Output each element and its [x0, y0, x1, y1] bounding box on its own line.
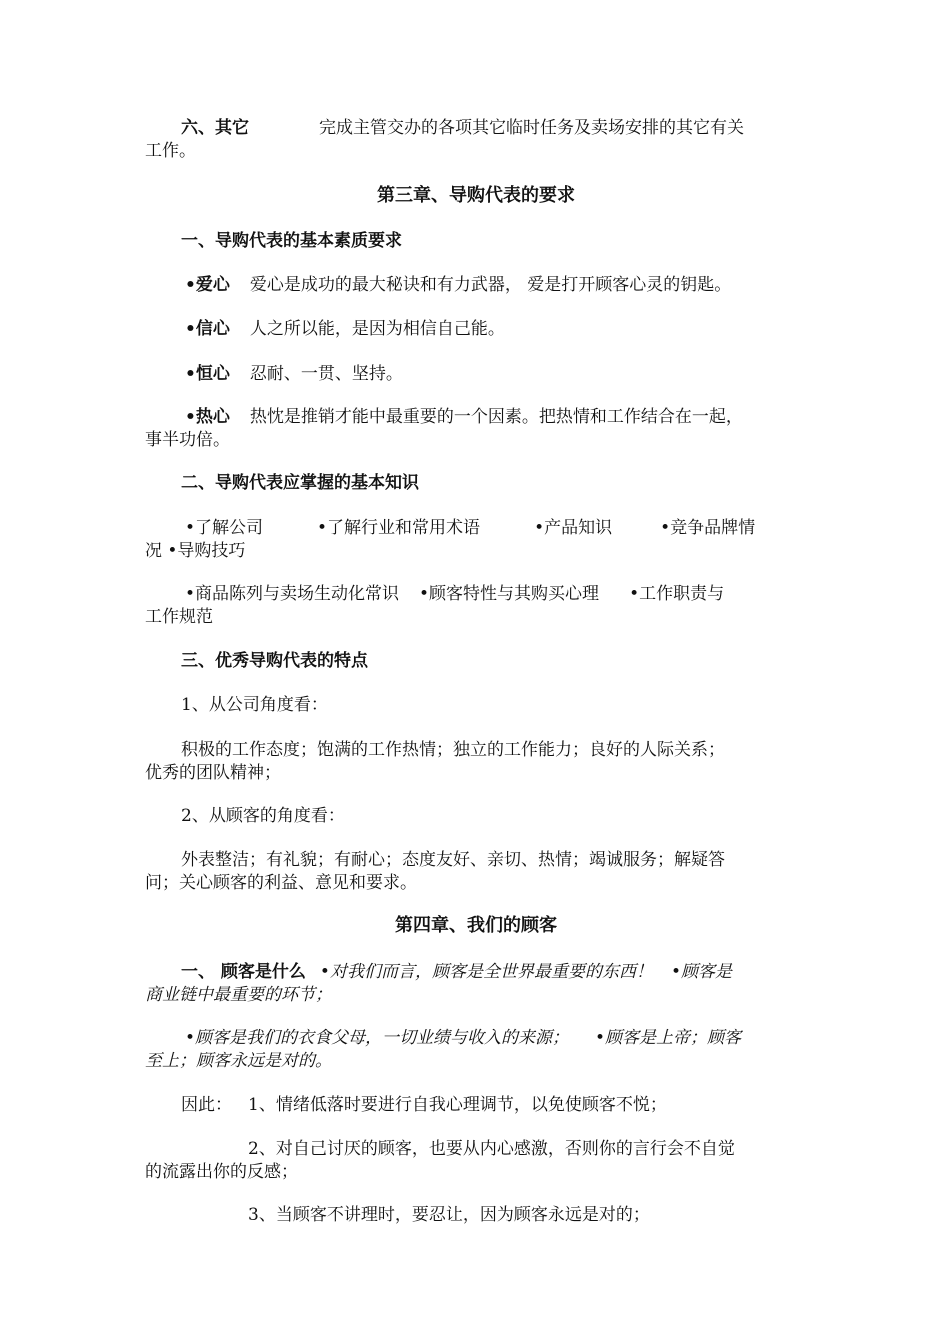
- customer-what-line2: [145, 1027, 807, 1050]
- quality-text: 热忱是推销才能中最重要的一个因素。把热情和工作结合在一起，: [249, 407, 743, 427]
- sec6-cont: 工作。: [145, 141, 196, 161]
- bullet: •: [185, 319, 196, 339]
- customer-bullet: •顾客是我们的衣食父母，一切业绩与收入的来源；: [185, 1028, 570, 1048]
- trait-company-cont: 优秀的团队精神；: [145, 763, 281, 783]
- ch3-s2-title: 二、导购代表应掌握的基本知识: [181, 473, 419, 493]
- knowledge-item: •工作职责与: [629, 584, 725, 604]
- sec6-paragraph: [145, 117, 807, 140]
- therefore-label: 因此：: [181, 1095, 232, 1115]
- bullet: •: [185, 364, 196, 384]
- therefore-rule2: 2、对自己讨厌的顾客，也要从内心感激，否则你的言行会不自觉: [248, 1139, 735, 1159]
- knowledge-line2: [145, 583, 807, 606]
- knowledge-line1-cont: 况 •导购技巧: [145, 541, 246, 561]
- ch3-s3-title: 三、优秀导购代表的特点: [181, 651, 368, 671]
- quality-label: 恒心: [195, 364, 230, 384]
- quality-text: 忍耐、一贯、坚持。: [249, 364, 403, 384]
- quality-enthusiasm-cont: 事半功倍。: [145, 430, 230, 450]
- trait-company-text: 积极的工作态度；饱满的工作热情；独立的工作能力；良好的人际关系；: [181, 740, 725, 760]
- quality-label: 爱心: [195, 275, 230, 295]
- sec6-text: 完成主管交办的各项其它临时任务及卖场安排的其它有关: [319, 118, 744, 138]
- knowledge-line2-cont: 工作规范: [145, 607, 213, 627]
- bullet: •: [185, 275, 196, 295]
- customer-what-cont: 商业链中最重要的环节；: [145, 985, 332, 1005]
- customer-bullet: •顾客是上帝；顾客: [595, 1028, 742, 1048]
- quality-label: 热心: [195, 407, 230, 427]
- customer-what-line1: [145, 961, 807, 984]
- trait-customer-title: 2、从顾客的角度看：: [181, 806, 345, 826]
- knowledge-line1: [145, 517, 807, 540]
- therefore-rule2-cont: 的流露出你的反感；: [145, 1162, 298, 1182]
- therefore-rule1: [145, 1094, 807, 1117]
- knowledge-item: •商品陈列与卖场生动化常识: [185, 584, 400, 604]
- chapter4-title: 第四章、我们的顾客: [395, 915, 557, 936]
- bullet: •: [185, 407, 196, 427]
- chapter3-title: 第三章、导购代表的要求: [377, 185, 575, 206]
- customer-bullet: •对我们而言，顾客是全世界最重要的东西！: [319, 962, 653, 982]
- quality-enthusiasm: [145, 406, 807, 429]
- trait-company-title: 1、从公司角度看：: [181, 695, 328, 715]
- ch3-s1-title: 一、导购代表的基本素质要求: [181, 231, 402, 251]
- quality-confidence: [145, 318, 807, 341]
- knowledge-item: •竞争品牌情: [660, 518, 756, 538]
- trait-customer-cont: 问；关心顾客的利益、意见和要求。: [145, 873, 417, 893]
- knowledge-item: •了解公司: [185, 518, 264, 538]
- knowledge-item: •顾客特性与其购买心理: [419, 584, 600, 604]
- rule-text: 1、情绪低落时要进行自我心理调节，以免使顾客不悦；: [248, 1095, 667, 1115]
- knowledge-item: •产品知识: [534, 518, 613, 538]
- quality-perseverance: [145, 363, 807, 386]
- therefore-rule3: 3、当顾客不讲理时，要忍让，因为顾客永远是对的；: [248, 1205, 650, 1225]
- customer-bullet: •顾客是: [670, 962, 732, 982]
- trait-customer-text: 外表整洁；有礼貌；有耐心；态度友好、亲切、热情；竭诚服务；解疑答: [181, 850, 725, 870]
- quality-label: 信心: [195, 319, 230, 339]
- quality-text: 爱心是成功的最大秘诀和有力武器， 爱是打开顾客心灵的钥匙。: [249, 275, 732, 295]
- sec6-title: 六、其它: [181, 118, 249, 138]
- customer-what-line2-cont: 至上；顾客永远是对的。: [145, 1051, 332, 1071]
- quality-text: 人之所以能，是因为相信自己能。: [249, 319, 505, 339]
- ch4-s1-title: 一、 顾客是什么: [181, 962, 306, 982]
- knowledge-item: •了解行业和常用术语: [317, 518, 481, 538]
- quality-love: [145, 274, 807, 297]
